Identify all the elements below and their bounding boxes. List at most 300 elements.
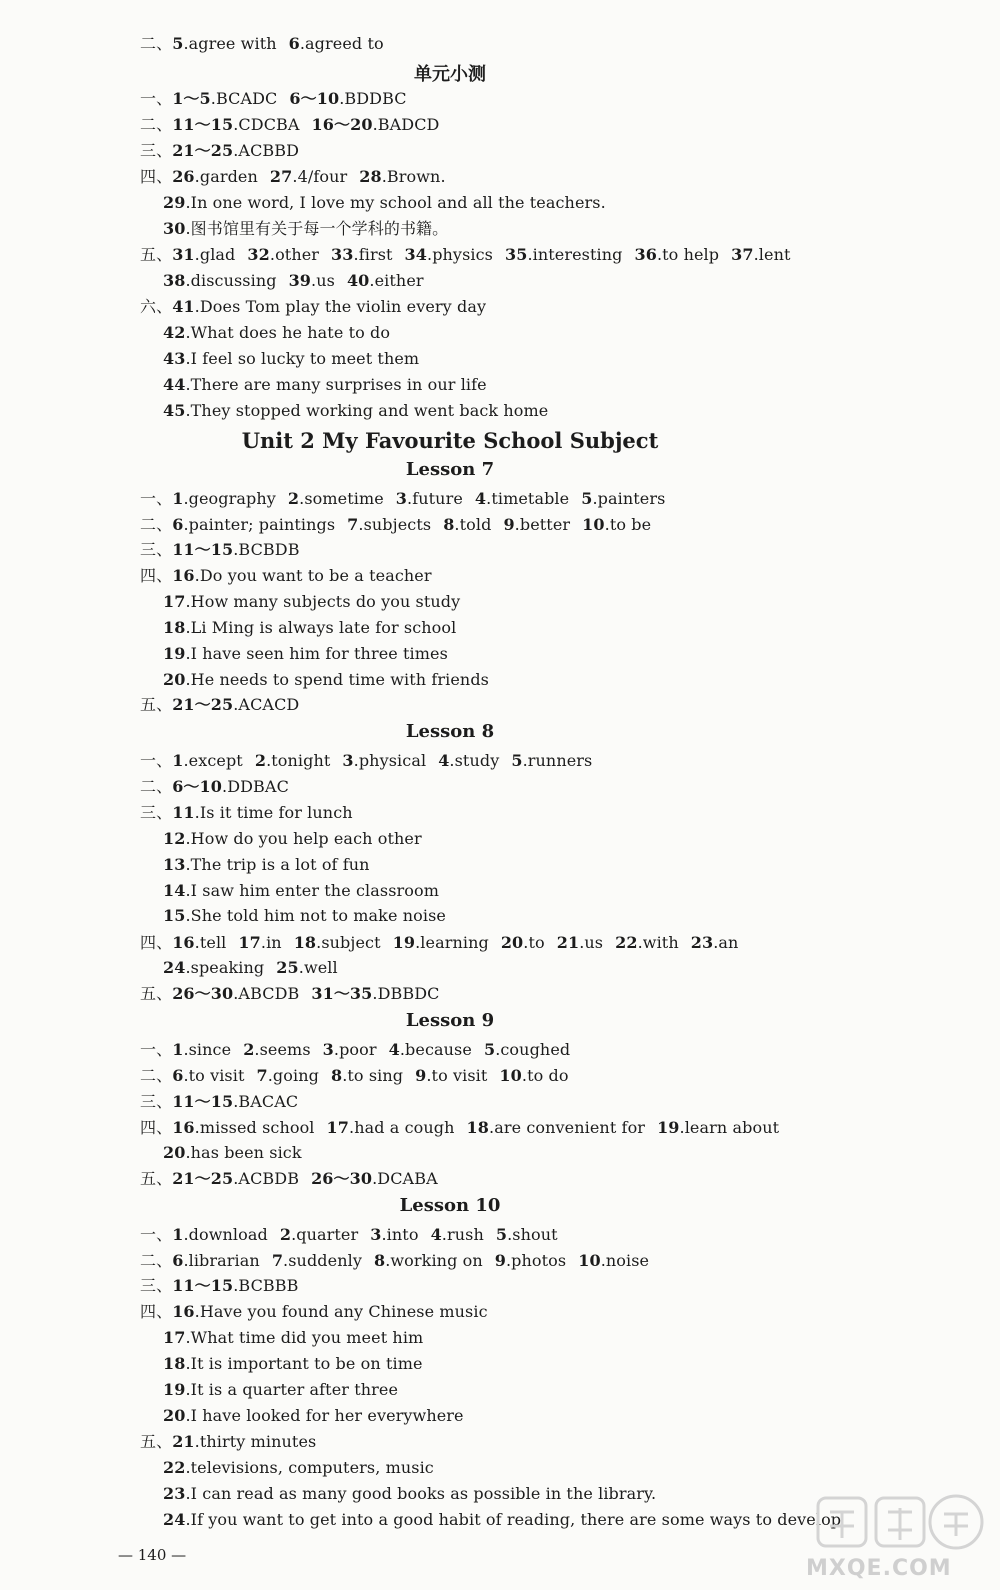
answer-item [172, 486, 276, 512]
answer-item [389, 1037, 472, 1063]
question-number: 3 [395, 489, 408, 508]
answer-text: better [519, 515, 571, 534]
answer-line [140, 1037, 570, 1063]
answer-item [582, 512, 651, 538]
number-separator: . [194, 566, 200, 585]
section-number: 二、 [140, 777, 173, 796]
answer-item [347, 512, 431, 538]
answer-item [172, 800, 352, 826]
number-separator: . [372, 115, 378, 134]
question-number: 16 [172, 933, 195, 952]
question-number: 3 [342, 751, 354, 770]
number-separator: . [185, 1328, 191, 1347]
section-heading: Unit 2 My Favourite School Subject [241, 428, 659, 453]
answer-line [163, 190, 606, 216]
answer-line [163, 216, 448, 242]
number-separator: . [342, 1066, 348, 1085]
answer-item [499, 1063, 568, 1089]
number-separator: . [185, 1458, 191, 1477]
answer-text: learn about [684, 1118, 780, 1137]
number-separator: . [185, 219, 191, 238]
question-number: 45 [163, 401, 186, 420]
answer-text: are convenient for [494, 1118, 646, 1137]
number-separator: . [183, 1251, 189, 1270]
answer-text: to visit [188, 1066, 245, 1085]
answer-text: suddenly [288, 1251, 362, 1270]
answer-text: CDCBA [238, 115, 300, 134]
answer-item [172, 242, 235, 268]
answer-item [288, 486, 384, 512]
number-separator: . [233, 695, 239, 714]
answer-item [289, 86, 406, 112]
answer-text: to visit [431, 1066, 488, 1085]
answer-text: into [386, 1225, 419, 1244]
answer-item [289, 268, 335, 294]
answer-text: Have you found any Chinese music [199, 1302, 488, 1321]
question-number: 8 [330, 1066, 343, 1085]
question-number: 15 [163, 906, 186, 925]
number-separator: . [372, 984, 378, 1003]
page-number: — 140 — [118, 1546, 187, 1564]
question-number: 10 [582, 515, 605, 534]
answer-line [140, 86, 407, 112]
answer-text: I have looked for her everywhere [190, 1406, 464, 1425]
question-number: 10 [578, 1251, 601, 1270]
number-separator: . [183, 34, 189, 53]
answer-text: in [266, 933, 282, 952]
answer-text: It is important to be on time [190, 1354, 423, 1373]
number-separator: . [185, 1484, 191, 1503]
answer-text: Is it time for lunch [199, 803, 353, 822]
answer-item [163, 1507, 841, 1533]
question-number: 37 [731, 245, 754, 264]
question-number: 18 [163, 1354, 186, 1373]
answer-line [140, 800, 353, 826]
answer-text: geography [188, 489, 276, 508]
number-separator: . [441, 1225, 447, 1244]
number-separator: . [233, 1169, 239, 1188]
question-number: 7 [256, 1066, 268, 1085]
question-number: 18 [466, 1118, 489, 1137]
question-number: 28 [359, 167, 382, 186]
answer-text: tell [199, 933, 227, 952]
question-number: 10 [499, 1066, 522, 1085]
question-number: 13 [163, 855, 186, 874]
answer-item [163, 641, 448, 667]
answer-item [731, 242, 790, 268]
answer-item [505, 242, 623, 268]
number-separator: . [369, 271, 375, 290]
question-number: 5 [495, 1225, 508, 1244]
answer-item [172, 563, 431, 589]
answer-item [359, 164, 445, 190]
answer-item [294, 930, 381, 956]
number-separator: . [311, 271, 317, 290]
answer-item [172, 1089, 298, 1115]
number-separator: . [486, 489, 492, 508]
answer-item [163, 320, 390, 346]
number-separator: . [600, 1251, 606, 1270]
answer-text: subjects [363, 515, 432, 534]
number-separator: . [194, 933, 200, 952]
number-separator: . [233, 141, 239, 160]
answer-item [163, 1481, 656, 1507]
number-separator: . [298, 958, 304, 977]
answer-text: I have seen him for three times [190, 644, 448, 663]
question-number: 23 [163, 1484, 186, 1503]
answer-text: The trip is a lot of fun [190, 855, 370, 874]
section-number: 二、 [140, 115, 173, 134]
question-number: 26 [172, 167, 195, 186]
answer-line [163, 346, 419, 372]
question-number: 19 [163, 644, 186, 663]
answer-text: ABCDB [238, 984, 300, 1003]
number-separator: . [713, 933, 719, 952]
question-number: 21～25 [172, 695, 234, 714]
question-number: 20 [500, 933, 524, 952]
answer-item [323, 1037, 377, 1063]
answer-item [331, 242, 392, 268]
answer-text: BCBBB [238, 1276, 299, 1295]
number-separator: . [267, 1066, 273, 1085]
number-separator: . [521, 1066, 528, 1085]
number-separator: . [194, 167, 200, 186]
section-number: 五、 [140, 984, 173, 1003]
question-number: 20 [163, 1406, 186, 1425]
number-separator: . [385, 1251, 391, 1270]
answer-item [634, 242, 719, 268]
number-separator: . [183, 515, 189, 534]
answer-line [163, 878, 439, 904]
answer-text: noise [605, 1251, 650, 1270]
number-separator: . [507, 1225, 513, 1244]
number-separator: . [579, 933, 585, 952]
number-separator: . [185, 1354, 191, 1373]
answer-line [140, 1273, 299, 1299]
question-number: 11 [172, 803, 195, 822]
answer-line [140, 981, 440, 1007]
number-separator: . [185, 855, 191, 874]
question-number: 8 [373, 1251, 386, 1270]
answer-item [172, 31, 276, 57]
section-number: 六、 [140, 297, 173, 316]
question-number: 4 [474, 489, 487, 508]
answer-item [657, 1115, 779, 1141]
answer-line [140, 1248, 649, 1274]
answer-text: DCABA [377, 1169, 438, 1188]
answer-text: Do you want to be a teacher [199, 566, 432, 585]
number-separator: . [233, 540, 239, 559]
question-number: 6 [288, 34, 300, 53]
answer-line [163, 1403, 464, 1429]
answer-line [140, 930, 738, 956]
answer-item [257, 1063, 319, 1089]
answer-item [163, 615, 456, 641]
answer-line [140, 512, 651, 538]
number-separator: . [495, 1040, 501, 1059]
question-number: 12 [163, 829, 186, 848]
number-separator: . [210, 89, 216, 108]
answer-text: ACBBD [238, 141, 300, 160]
answer-text: speaking [190, 958, 265, 977]
answer-item [691, 930, 739, 956]
answer-text: Brown. [386, 167, 446, 186]
answer-text: I can read as many good books as possible in the library. [190, 1484, 657, 1503]
answer-text: It is a quarter after three [190, 1380, 399, 1399]
answer-item [163, 903, 446, 929]
answer-item [163, 1351, 423, 1377]
answer-line [140, 486, 665, 512]
question-number: 39 [288, 271, 312, 290]
answer-line [140, 1299, 488, 1325]
answer-item [163, 346, 419, 372]
number-separator: . [183, 751, 189, 770]
answer-item [172, 1299, 487, 1325]
question-number: 11～15 [172, 115, 234, 134]
question-number: 30 [163, 219, 186, 238]
answer-item [331, 1063, 403, 1089]
answer-item [396, 486, 463, 512]
number-separator: . [183, 1040, 189, 1059]
question-number: 4 [438, 751, 450, 770]
number-separator: . [233, 984, 239, 1003]
question-number: 6 [172, 1251, 184, 1270]
answer-text: quarter [296, 1225, 359, 1244]
answer-item [172, 138, 299, 164]
answer-item [438, 748, 499, 774]
question-number: 1 [172, 1040, 184, 1059]
number-separator: . [185, 881, 191, 900]
answer-text: sometime [304, 489, 384, 508]
number-separator: . [185, 906, 191, 925]
answer-text: missed school [199, 1118, 315, 1137]
answer-item [172, 1222, 268, 1248]
question-number: 2 [279, 1225, 292, 1244]
number-separator: . [679, 1118, 685, 1137]
answer-item [172, 294, 486, 320]
section-number: 四、 [140, 1118, 173, 1137]
question-number: 9 [503, 515, 515, 534]
answer-text: BCADC [215, 89, 278, 108]
question-number: 1～5 [172, 89, 211, 108]
question-number: 42 [163, 323, 186, 342]
answer-item [163, 372, 487, 398]
number-separator: . [637, 933, 643, 952]
question-number: 34 [404, 245, 427, 264]
answer-text: Li Ming is always late for school [190, 618, 457, 637]
answer-text: tonight [271, 751, 331, 770]
answer-line [140, 1166, 438, 1192]
number-separator: . [185, 829, 191, 848]
answer-line [140, 112, 439, 138]
section-number: 二、 [140, 1251, 173, 1270]
number-separator: . [372, 1169, 378, 1188]
question-number: 3 [370, 1225, 382, 1244]
answer-item [405, 242, 493, 268]
answer-line [140, 1115, 779, 1141]
answer-item [163, 268, 277, 294]
answer-text: rush [446, 1225, 484, 1244]
answer-text: 4/four [297, 167, 348, 186]
question-number: 24 [163, 958, 186, 977]
number-separator: . [194, 245, 200, 264]
number-separator: . [233, 1276, 239, 1295]
answer-item [475, 486, 569, 512]
number-separator: . [426, 1066, 432, 1085]
answer-item [342, 748, 426, 774]
answer-item [172, 1115, 314, 1141]
number-separator: . [185, 401, 191, 420]
answer-item [495, 1248, 566, 1274]
answer-item [496, 1222, 558, 1248]
answer-text: He needs to spend time with friends [190, 670, 489, 689]
answer-item [347, 268, 424, 294]
answer-text: either [374, 271, 424, 290]
section-number: 一、 [140, 751, 173, 770]
answer-line [163, 268, 424, 294]
answer-text: learning [420, 933, 489, 952]
question-number: 7 [347, 515, 359, 534]
answer-text: to be [609, 515, 652, 534]
answer-line [163, 398, 548, 424]
answer-text: painter; paintings [188, 515, 336, 534]
question-number: 31～35 [311, 984, 373, 1003]
answer-item [327, 1115, 455, 1141]
answer-text: If you want to get into a good habit of reading, there are some ways to develop [190, 1510, 842, 1529]
answer-line [140, 1063, 569, 1089]
answer-text: photos [511, 1251, 567, 1270]
answer-item [374, 1248, 483, 1274]
number-separator: . [604, 515, 610, 534]
question-number: 3 [322, 1040, 334, 1059]
number-separator: . [291, 1225, 297, 1244]
answer-item [431, 1222, 484, 1248]
answer-text: well [303, 958, 338, 977]
number-separator: . [185, 193, 191, 212]
number-separator: . [489, 1118, 495, 1137]
number-separator: . [454, 515, 460, 534]
answer-item [172, 512, 335, 538]
section-number: 五、 [140, 245, 173, 264]
answer-text: physical [358, 751, 427, 770]
answer-text: with [642, 933, 679, 952]
number-separator: . [185, 375, 191, 394]
answer-item [172, 1248, 260, 1274]
answer-line [163, 320, 390, 346]
question-number: 43 [163, 349, 186, 368]
number-separator: . [753, 245, 759, 264]
number-separator: . [592, 489, 598, 508]
answer-item [370, 1222, 418, 1248]
number-separator: . [349, 1118, 355, 1137]
question-number: 19 [657, 1118, 680, 1137]
answer-text: download [188, 1225, 268, 1244]
question-number: 4 [430, 1225, 442, 1244]
answer-text: DDBAC [227, 777, 289, 796]
answer-item [172, 1273, 298, 1299]
answer-item [163, 878, 439, 904]
question-number: 19 [163, 1380, 186, 1399]
question-number: 2 [287, 489, 300, 508]
answer-item [163, 398, 548, 424]
question-number: 44 [163, 375, 186, 394]
question-number: 6～10 [289, 89, 340, 108]
answer-line [140, 774, 289, 800]
answer-line [163, 641, 448, 667]
answer-item [163, 667, 489, 693]
number-separator: . [299, 34, 306, 53]
answer-item [243, 1037, 310, 1063]
answer-item [501, 930, 545, 956]
section-number: 二、 [140, 34, 173, 53]
answer-text: because [405, 1040, 472, 1059]
question-number: 2 [254, 751, 267, 770]
answer-item [272, 1248, 362, 1274]
question-number: 4 [388, 1040, 400, 1059]
section-number: 五、 [140, 1432, 173, 1451]
question-number: 7 [271, 1251, 284, 1270]
answer-item [289, 31, 384, 57]
number-separator: . [514, 515, 520, 534]
answer-item [172, 981, 299, 1007]
section-heading: Lesson 10 [399, 1195, 501, 1216]
question-number: 6～10 [172, 777, 223, 796]
question-number: 11～15 [172, 1092, 234, 1111]
number-separator: . [185, 1406, 191, 1425]
section-number: 一、 [140, 1225, 173, 1244]
answer-text: to [528, 933, 545, 952]
question-number: 22 [615, 933, 638, 952]
answer-line [163, 1140, 302, 1166]
answer-text: has been sick [190, 1143, 302, 1162]
answer-text: lent [758, 245, 791, 264]
answer-text: told [459, 515, 492, 534]
section-number: 五、 [140, 1169, 173, 1188]
question-number: 35 [504, 245, 528, 264]
answer-text: future [412, 489, 463, 508]
answer-line [140, 31, 384, 57]
section-number: 一、 [140, 489, 173, 508]
number-separator: . [269, 245, 276, 264]
number-separator: . [254, 1040, 260, 1059]
answer-text: to sing [347, 1066, 404, 1085]
question-number: 18 [163, 618, 186, 637]
number-separator: . [183, 489, 189, 508]
answer-text: ACACD [238, 695, 300, 714]
answer-line [140, 1089, 298, 1115]
answer-line [140, 537, 300, 563]
answer-text: DBBDC [377, 984, 440, 1003]
answer-text: seems [259, 1040, 311, 1059]
answer-text: BCBDB [238, 540, 300, 559]
number-separator: . [185, 592, 191, 611]
section-number: 三、 [140, 803, 173, 822]
answer-line [163, 589, 460, 615]
answer-item [163, 1325, 423, 1351]
answer-text: first [358, 245, 393, 264]
section-number: 三、 [140, 1276, 173, 1295]
answer-text: coughed [500, 1040, 571, 1059]
answer-text: ACBDB [238, 1169, 300, 1188]
question-number: 17 [326, 1118, 349, 1137]
answer-item [172, 748, 243, 774]
question-number: 5 [581, 489, 593, 508]
number-separator: . [183, 1066, 189, 1085]
question-number: 2 [243, 1040, 255, 1059]
answer-item [581, 486, 665, 512]
question-number: 1 [172, 751, 184, 770]
number-separator: . [194, 297, 200, 316]
